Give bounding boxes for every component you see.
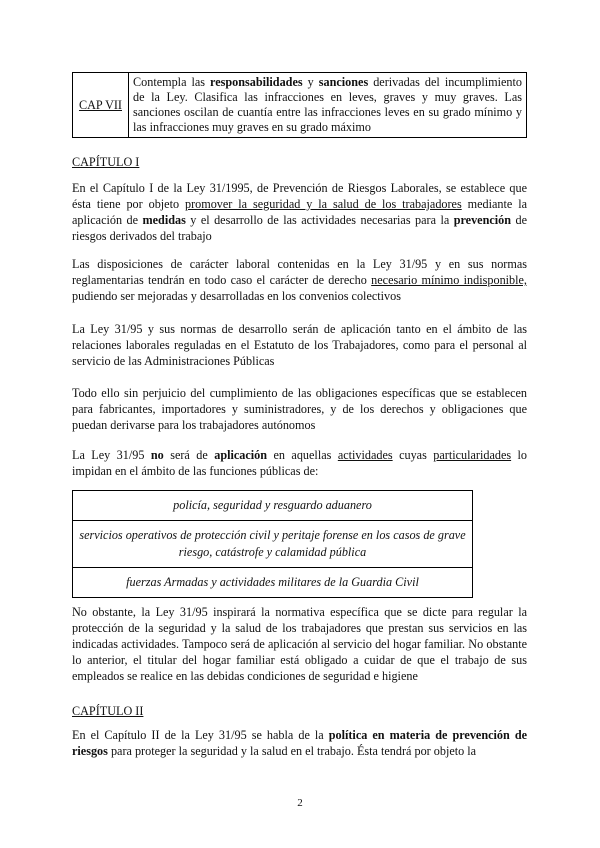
text: lo impidan en el ámbito de las funciones públicas de: xyxy=(72,448,528,478)
paragraph-1 xyxy=(72,180,527,244)
text: cuyas xyxy=(392,448,434,462)
text: mediante la aplicación de xyxy=(72,197,528,227)
cap-text: y xyxy=(302,75,319,89)
chapter-description-cell xyxy=(129,73,527,138)
underlined-text: promover la seguridad y la salud de los trabajadores xyxy=(184,197,462,211)
text: será de xyxy=(163,448,215,462)
text: La Ley 31/95 xyxy=(72,448,151,462)
chapter-label: CAP VII xyxy=(78,98,122,112)
bold-text: política en materia de prevención de riesgos xyxy=(72,728,528,758)
text: en aquellas xyxy=(267,448,338,462)
page-number: 2 xyxy=(297,797,303,809)
heading-capitulo-2: CAPÍTULO II xyxy=(72,704,144,718)
exclusion-item: policía, seguridad y resguardo aduanero xyxy=(73,491,473,521)
chapter-summary-table xyxy=(72,72,527,138)
underlined-text: actividades xyxy=(337,448,393,462)
text: Las disposiciones de carácter laboral contenidas en la Ley 31/95 y en sus normas reglamentarias tendrán en todo caso el carácter de derecho xyxy=(72,257,527,287)
exclusions-table xyxy=(72,490,473,598)
cap-text: derivadas del incumplimiento de la Ley. Clasifica las infracciones en leves, graves y muy graves. Las sanciones oscilan de cuantía entre las infracciones leves en su grado mínimo y las infracciones muy graves en su grado máximo xyxy=(133,75,522,134)
text: de riesgos derivados del trabajo xyxy=(72,213,527,243)
cap-bold-sanciones: sanciones xyxy=(318,75,369,89)
text: En el Capítulo II de la Ley 31/95 se habla de la xyxy=(72,728,329,742)
chapter-label-cell xyxy=(73,73,129,138)
paragraph-6: No obstante, la Ley 31/95 inspirará la normativa específica que se dicte para regular la protección de la seguridad y la salud de los trabajadores que prestan sus servicios en las indicadas actividades. Tampoco será de aplicación al servicio del hogar familiar. No obstante lo anterior, el titular del hogar familiar está obligado a cuidar de que el trabajo de sus empleados se realice en las debidas condiciones de seguridad e higiene xyxy=(72,605,527,683)
underlined-text: particularidades xyxy=(433,448,512,462)
paragraph-7 xyxy=(72,727,527,759)
bold-text: aplicación xyxy=(214,448,268,462)
paragraph-4: Todo ello sin perjuicio del cumplimiento de las obligaciones específicas que se establecen para fabricantes, importadores y suministradores, y de los derechos y obligaciones que puedan derivarse para los trabajadores autónomos xyxy=(72,386,527,432)
exclusion-item: fuerzas Armadas y actividades militares de la Guardia Civil xyxy=(73,568,473,598)
text: pudiendo ser mejoradas y desarrolladas en los convenios colectivos xyxy=(72,289,401,303)
cap-bold-responsabilidades: responsabilidades xyxy=(210,75,303,89)
text: En el Capítulo I de la Ley 31/1995, de Prevención de Riesgos Laborales, se establece que ésta tiene por objeto xyxy=(72,181,527,211)
underlined-text: necesario mínimo indisponible, xyxy=(371,273,527,287)
paragraph-5 xyxy=(72,447,527,479)
paragraph-2 xyxy=(72,256,527,304)
paragraph-3: La Ley 31/95 y sus normas de desarrollo serán de aplicación tanto en el ámbito de las relaciones laborales reguladas en el Estatuto de los Trabajadores, como para el personal al servicio de las Administraciones Públicas xyxy=(72,322,527,368)
heading-capitulo-1: CAPÍTULO I xyxy=(72,155,140,169)
bold-text: prevención xyxy=(453,213,512,227)
text: y el desarrollo de las actividades necesarias para la xyxy=(185,213,454,227)
bold-text: medidas xyxy=(142,213,186,227)
text: para proteger la seguridad y la salud en el trabajo. Ésta tendrá por objeto la xyxy=(107,744,477,758)
cap-text: Contempla las xyxy=(133,75,211,89)
exclusion-item: servicios operativos de protección civil y peritaje forense en los casos de grave riesgo, catástrofe y calamidad pública xyxy=(73,521,473,568)
bold-text: no xyxy=(150,448,164,462)
